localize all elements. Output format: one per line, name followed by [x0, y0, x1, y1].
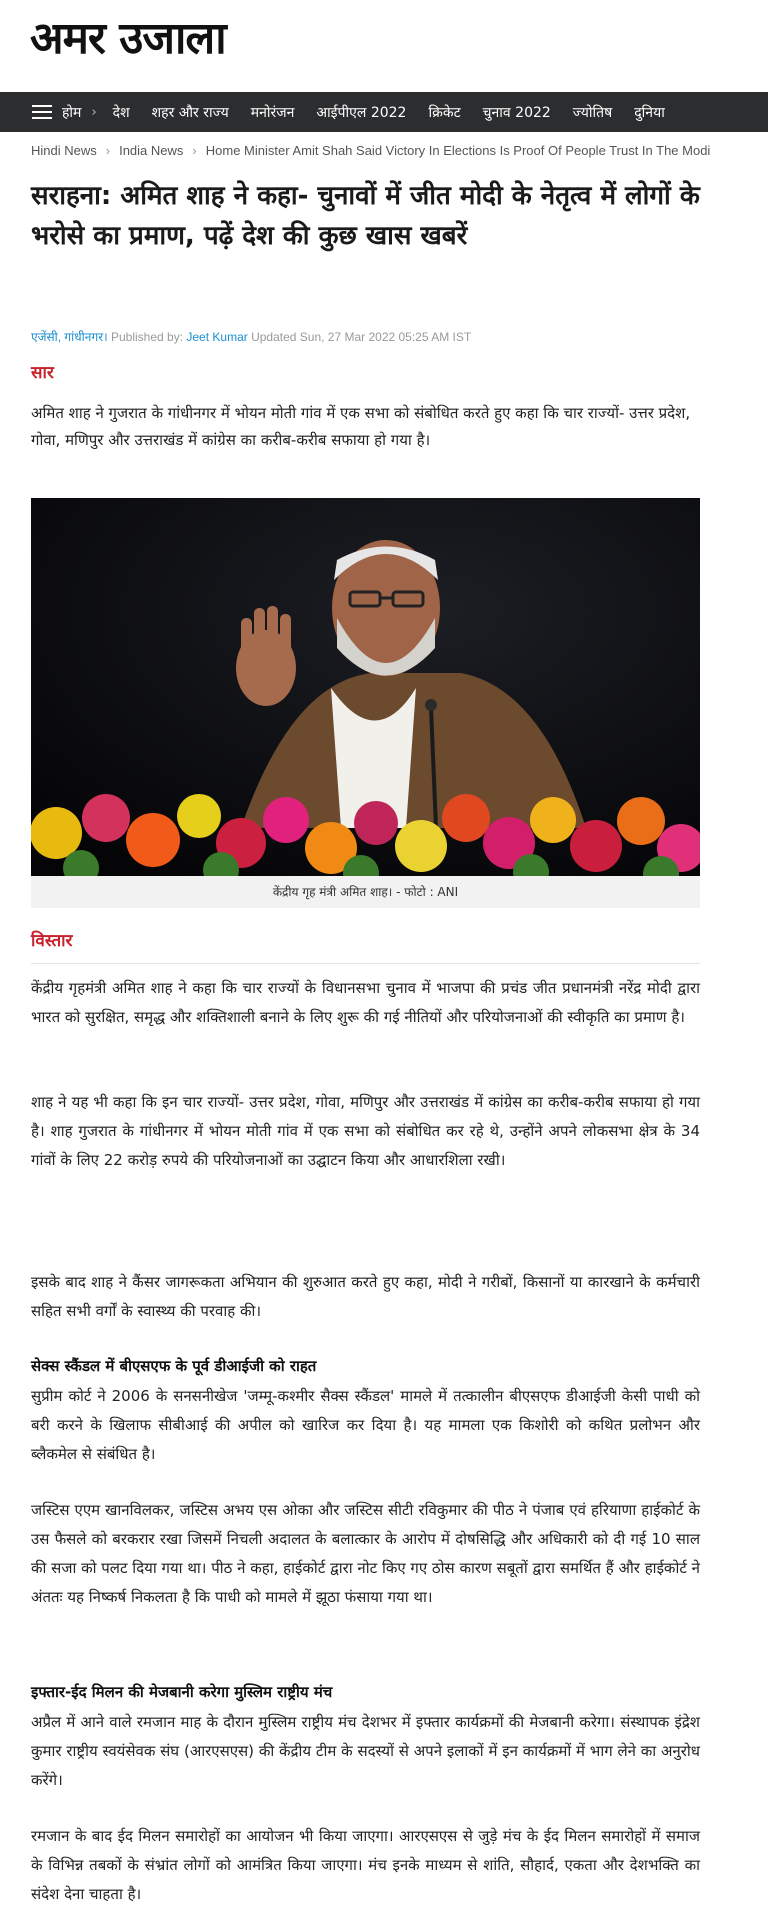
- breadcrumb: [31, 143, 768, 158]
- article-meta: [31, 328, 731, 345]
- article-paragraph: रमजान के बाद ईद मिलन समारोहों का आयोजन भी किया जाएगा। आरएसएस से जुड़े मंच के ईद मिलन समारोहों में समाज के विभिन्न तबकों के संभ्रांत लोगों को आमंत्रित किया जाएगा। मंच इनके माध्यम से शांति, सौहार्द, एकता और देशभक्ति का संदेश देना चाहता है।: [31, 1827, 700, 1903]
- published-by-label: Published by:: [107, 330, 187, 344]
- menu-icon[interactable]: [32, 105, 52, 119]
- article-summary: अमित शाह ने गुजरात के गांधीनगर में भोयन मोती गांव में एक सभा को संबोधित करते हुए कहा कि चार राज्यों- उत्तर प्रदेश, गोवा, मणिपुर और उत्तराखंड में कांग्रेस का करीब-करीब सफाया हो गया है।: [31, 404, 691, 449]
- breadcrumb-current: Home Minister Amit Shah Said Victory In Elections Is Proof Of People Trust In The Modi: [205, 143, 711, 158]
- main-nav: [0, 92, 768, 132]
- article-paragraph: केंद्रीय गृहमंत्री अमित शाह ने कहा कि चार राज्यों के विधानसभा चुनाव में भाजपा की प्रचंड जीत प्रधानमंत्री नरेंद्र मोदी द्वारा भारत को सुरक्षित, समृद्ध और शक्तिशाली बनाने के लिए शुरू की गई नीतियों और परियोजनाओं की स्वीकृति का प्रमाण है।: [31, 979, 700, 1026]
- divider: [31, 963, 700, 964]
- article-hero-image: [31, 498, 700, 876]
- nav-ipl[interactable]: आईपीएल 2022: [316, 104, 407, 121]
- chevron-right-icon: ›: [91, 104, 97, 120]
- vistar-label: विस्तार: [31, 931, 73, 951]
- breadcrumb-india-news[interactable]: India News: [119, 143, 184, 158]
- header: [0, 0, 768, 92]
- article-paragraph: अप्रैल में आने वाले रमजान माह के दौरान मुस्लिम राष्ट्रीय मंच देशभर में इफ्तार कार्यक्रमों की मेजबानी करेगा। संस्थापक इंद्रेश कुमार राष्ट्रीय स्वयंसेवक संघ (आरएसएस) की केंद्रीय टीम के सदस्यों से अपने इलाकों में इन कार्यक्रमों में भाग लेने का अनुरोध करेंगे।: [31, 1713, 700, 1789]
- breadcrumb-hindi-news[interactable]: Hindi News: [31, 143, 97, 158]
- breadcrumb-separator: ›: [105, 143, 111, 158]
- nav-chunav[interactable]: चुनाव 2022: [482, 104, 551, 121]
- article-agency[interactable]: एजेंसी, गांधीनगर।: [31, 330, 108, 344]
- article-subheading: इफ्तार-ईद मिलन की मेजबानी करेगा मुस्लिम राष्ट्रीय मंच: [31, 1683, 333, 1701]
- image-caption: केंद्रीय गृह मंत्री अमित शाह। - फोटो : ANI: [31, 876, 700, 908]
- nav-shahar-rajya[interactable]: शहर और राज्य: [151, 104, 229, 121]
- nav-duniya[interactable]: दुनिया: [634, 104, 665, 121]
- article-author[interactable]: Jeet Kumar: [186, 330, 248, 344]
- article-paragraph: जस्टिस एएम खानविलकर, जस्टिस अभय एस ओका और जस्टिस सीटी रविकुमार की पीठ ने पंजाब एवं हरियाणा हाईकोर्ट के उस फैसले को बरकरार रखा जिसमें निचली अदालत के बलात्कार के आरोप में दोषसिद्धि और अधिकारी को दी गई 10 साल की सजा को पलट दिया गया था। पीठ ने कहा, हाईकोर्ट द्वारा नोट किए गए ठोस कारण सबूतों द्वारा समर्थित हैं और हाईकोर्ट ने अंततः यह निष्कर्ष निकलता है कि पाधी को मामले में झूठा फंसाया गया था।: [31, 1501, 700, 1606]
- article-headline: सराहना: अमित शाह ने कहा- चुनावों में जीत मोदी के नेतृत्व में लोगों के भरोसे का प्रमाण, पढ़ें देश की कुछ खास खबरें: [31, 181, 700, 251]
- nav-cricket[interactable]: क्रिकेट: [428, 104, 461, 121]
- article-paragraph: सुप्रीम कोर्ट ने 2006 के सनसनीखेज 'जम्मू-कश्मीर सैक्स स्कैंडल' मामले में तत्कालीन बीएसएफ डीआईजी केसी पाधी को बरी करने के खिलाफ सीबीआई की अपील को खारिज कर दिया है। यह मामला एक किशोरी को कथित प्रलोभन और ब्लैकमेल से संबंधित है।: [31, 1387, 700, 1463]
- site-logo[interactable]: अमर उजाला: [30, 13, 226, 64]
- amit-shah-photo: [31, 498, 700, 876]
- sar-label: सार: [31, 363, 54, 383]
- article-updated: Updated Sun, 27 Mar 2022 05:25 AM IST: [247, 330, 472, 344]
- article-paragraph: इसके बाद शाह ने कैंसर जागरूकता अभियान की शुरुआत करते हुए कहा, मोदी ने गरीबों, किसानों या कारखाने के कर्मचारी सहित सभी वर्गों के स्वास्थ्य की परवाह की।: [31, 1273, 700, 1320]
- nav-manoranjan[interactable]: मनोरंजन: [250, 104, 295, 121]
- nav-home[interactable]: होम: [62, 104, 82, 121]
- article-paragraph: शाह ने यह भी कहा कि इन चार राज्यों- उत्तर प्रदेश, गोवा, मणिपुर और उत्तराखंड में कांग्रेस का करीब-करीब सफाया हो गया है। शाह गुजरात के गांधीनगर में भोयन मोती गांव में एक सभा को संबोधित कर रहे थे, उन्होंने अपने लोकसभा क्षेत्र के 34 गांवों के लिए 22 करोड़ रुपये की परियोजनाओं का उद्घाटन किया और आधारशिला रखी।: [31, 1093, 700, 1169]
- nav-desh[interactable]: देश: [112, 104, 130, 121]
- nav-jyotish[interactable]: ज्योतिष: [572, 104, 613, 121]
- breadcrumb-separator: ›: [192, 143, 197, 158]
- article-subheading: सेक्स स्कैंडल में बीएसएफ के पूर्व डीआईजी को राहत: [31, 1357, 317, 1375]
